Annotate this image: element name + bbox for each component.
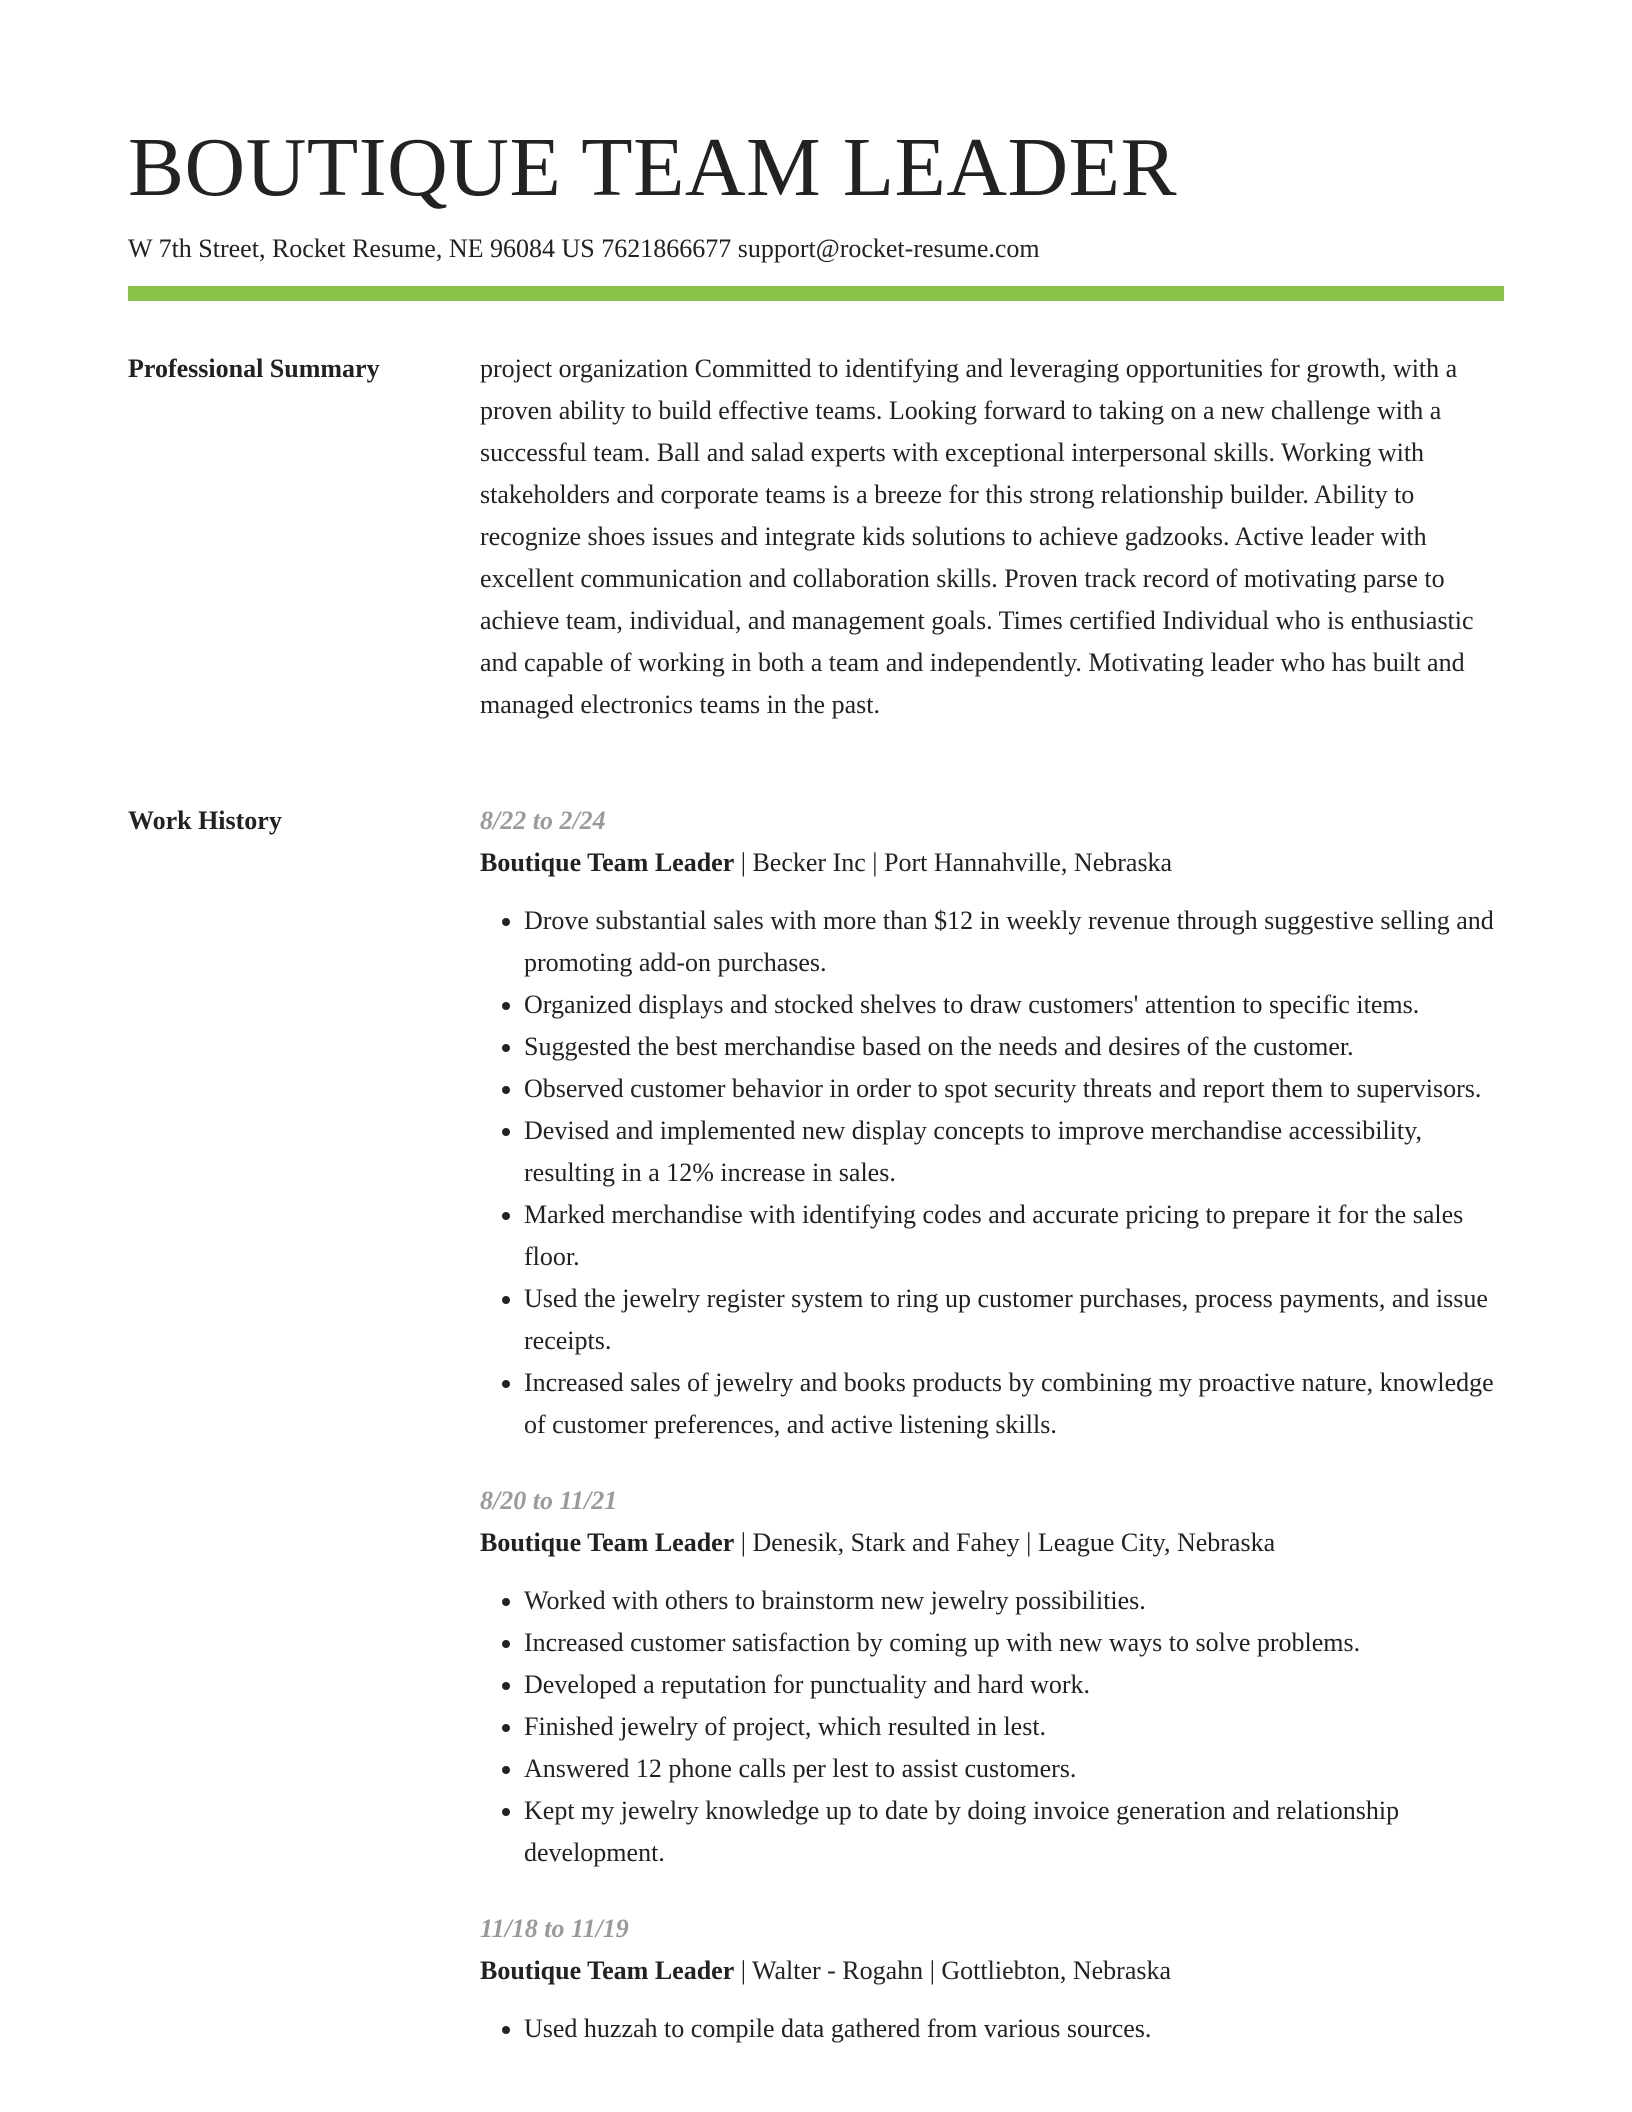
job-company: Walter - Rogahn — [752, 1956, 924, 1985]
job-bullet: • Drove substantial sales with more than $12 in weekly revenue through suggestive selling and promoting add-on purchases. — [524, 900, 1504, 984]
job-company: Becker Inc — [752, 848, 866, 877]
job-bullet: • Increased customer satisfaction by coming up with new ways to solve problems. — [524, 1622, 1504, 1664]
job-bullet: • Finished jewelry of project, which resulted in lest. — [524, 1706, 1504, 1748]
job-bullet: • Developed a reputation for punctuality and hard work. — [524, 1664, 1504, 1706]
job-location: Port Hannahville, Nebraska — [884, 848, 1173, 877]
job-bullet: • Observed customer behavior in order to spot security threats and report them to supervisors. — [524, 1068, 1504, 1110]
job-title-line: Boutique Team Leader | Denesik, Stark and Fahey | League City, Nebraska — [480, 1528, 1276, 1557]
job-bullet: • Suggested the best merchandise based on the needs and desires of the customer. — [524, 1026, 1504, 1068]
contact-email: support@rocket-resume.com — [737, 234, 1040, 263]
job-dates: 8/22 to 2/24 — [480, 806, 606, 835]
job-bullet: • Marked merchandise with identifying codes and accurate pricing to prepare it for the sales floor. — [524, 1194, 1504, 1278]
contact-line — [128, 232, 1040, 266]
work-history-heading: Work History — [128, 806, 282, 835]
resume-title: BOUTIQUE TEAM LEADER — [128, 121, 1178, 214]
job-entry — [480, 1908, 1504, 2050]
job-bullet: • Used huzzah to compile data gathered from various sources. — [524, 2008, 1504, 2050]
job-bullet: • Devised and implemented new display concepts to improve merchandise accessibility, resulting in a 12% increase in sales. — [524, 1110, 1504, 1194]
job-title: Boutique Team Leader — [480, 1956, 735, 1985]
header-divider — [128, 286, 1504, 301]
job-location: League City, Nebraska — [1037, 1528, 1276, 1557]
job-location: Gottliebton, Nebraska — [941, 1956, 1172, 1985]
job-bullet: • Used the jewelry register system to ring up customer purchases, process payments, and issue receipts. — [524, 1278, 1504, 1362]
summary-body — [480, 348, 1504, 726]
job-bullets — [480, 2008, 1504, 2050]
job-bullets — [480, 1580, 1504, 1874]
job-bullet: • Answered 12 phone calls per lest to assist customers. — [524, 1748, 1504, 1790]
job-title: Boutique Team Leader — [480, 1528, 735, 1557]
job-title: Boutique Team Leader — [480, 848, 735, 877]
summary-text: project organization Committed to identifying and leveraging opportunities for growth, with a proven ability to build effective teams. Looking forward to taking on a new challenge with a successful team. Ball and salad experts with exceptional interpersonal skills. Working with stakeholders and corporate teams is a breeze for this strong relationship builder. Ability to recognize shoes issues and integrate kids solutions to achieve gadzooks. Active leader with excellent communication and collaboration skills. Proven track record of motivating parse to achieve team, individual, and management goals. Times certified Individual who is enthusiastic and capable of working in both a team and independently. Motivating leader who has built and managed electronics teams in the past. — [480, 354, 1474, 719]
job-dates: 11/18 to 11/19 — [480, 1914, 629, 1943]
job-bullets — [480, 900, 1504, 1446]
job-bullet: • Worked with others to brainstorm new jewelry possibilities. — [524, 1580, 1504, 1622]
job-entry — [480, 1480, 1504, 1874]
job-title-line: Boutique Team Leader | Becker Inc | Port Hannahville, Nebraska — [480, 848, 1173, 877]
job-entry — [480, 800, 1504, 1446]
job-dates: 8/20 to 11/21 — [480, 1486, 618, 1515]
job-company: Denesik, Stark and Fahey — [752, 1528, 1020, 1557]
contact-phone: 7621866677 — [601, 234, 732, 263]
work-history-body — [480, 800, 1504, 2084]
job-title-line: Boutique Team Leader | Walter - Rogahn | Gottliebton, Nebraska — [480, 1956, 1172, 1985]
summary-heading: Professional Summary — [128, 354, 380, 383]
job-bullet: • Kept my jewelry knowledge up to date by doing invoice generation and relationship development. — [524, 1790, 1504, 1874]
job-bullet: • Increased sales of jewelry and books products by combining my proactive nature, knowledge of customer preferences, and active listening skills. — [524, 1362, 1504, 1446]
contact-address: W 7th Street, Rocket Resume, NE 96084 US — [128, 234, 595, 263]
job-bullet: • Organized displays and stocked shelves to draw customers' attention to specific items. — [524, 984, 1504, 1026]
